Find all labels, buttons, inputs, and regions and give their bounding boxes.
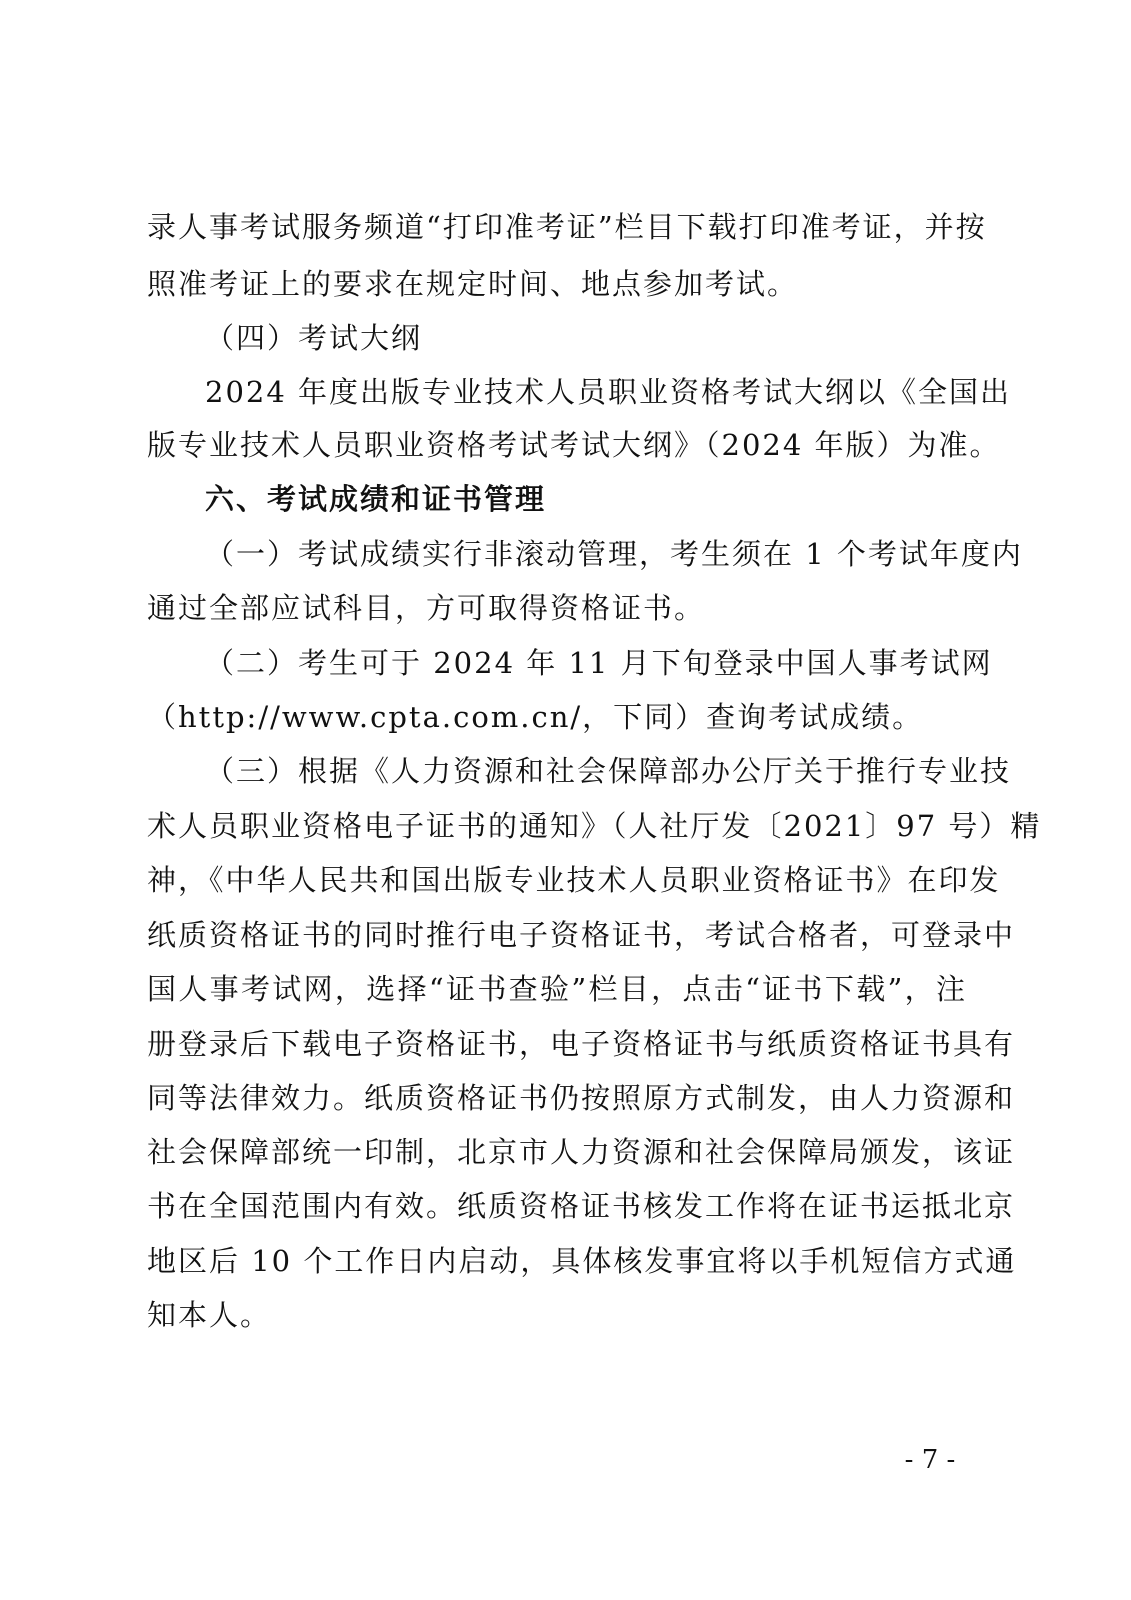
body-text-line: （一）考试成绩实行非滚动管理，考生须在 1 个考试年度内: [205, 537, 1023, 571]
subsection-heading: （四）考试大纲: [205, 321, 423, 355]
section-heading: 六、考试成绩和证书管理: [205, 482, 547, 516]
page-number: - 7 -: [904, 1445, 956, 1475]
body-text-line: 2024 年度出版专业技术人员职业资格考试大纲以《全国出: [205, 375, 1012, 409]
body-text-line: 照准考证上的要求在规定时间、地点参加考试。: [147, 267, 799, 301]
body-text-line: 书在全国范围内有效。纸质资格证书核发工作将在证书运抵北京: [147, 1189, 1016, 1223]
body-text-line: 录人事考试服务频道“打印准考证”栏目下载打印准考证，并按: [147, 210, 987, 244]
body-text-line: 知本人。: [147, 1298, 272, 1332]
body-text-line: 同等法律效力。纸质资格证书仍按照原方式制发，由人力资源和: [147, 1081, 1016, 1115]
body-text-line: 册登录后下载电子资格证书，电子资格证书与纸质资格证书具有: [147, 1027, 1016, 1061]
body-text-line: 版专业技术人员职业资格考试考试大纲》（2024 年版）为准。: [147, 428, 1001, 462]
body-text-line: 纸质资格证书的同时推行电子资格证书，考试合格者，可登录中: [147, 918, 1016, 952]
body-text-line: 神，《中华人民共和国出版专业技术人员职业资格证书》在印发: [147, 863, 1001, 897]
body-text-line: 术人员职业资格电子证书的通知》（人社厅发〔2021〕97 号）精: [147, 809, 1042, 843]
body-text-line: （二）考生可于 2024 年 11 月下旬登录中国人事考试网: [205, 646, 993, 680]
body-text-line: （三）根据《人力资源和社会保障部办公厅关于推行专业技: [205, 754, 1012, 788]
body-text-line: 地区后 10 个工作日内启动，具体核发事宜将以手机短信方式通: [147, 1244, 1017, 1278]
body-text-line: 社会保障部统一印制，北京市人力资源和社会保障局颁发，该证: [147, 1135, 1016, 1169]
body-text-line: 通过全部应试科目，方可取得资格证书。: [147, 591, 706, 625]
body-text-line: （http://www.cpta.com.cn/，下同）查询考试成绩。: [147, 700, 924, 734]
body-text-line: 国人事考试网，选择“证书查验”栏目，点击“证书下载”，注: [147, 972, 967, 1006]
